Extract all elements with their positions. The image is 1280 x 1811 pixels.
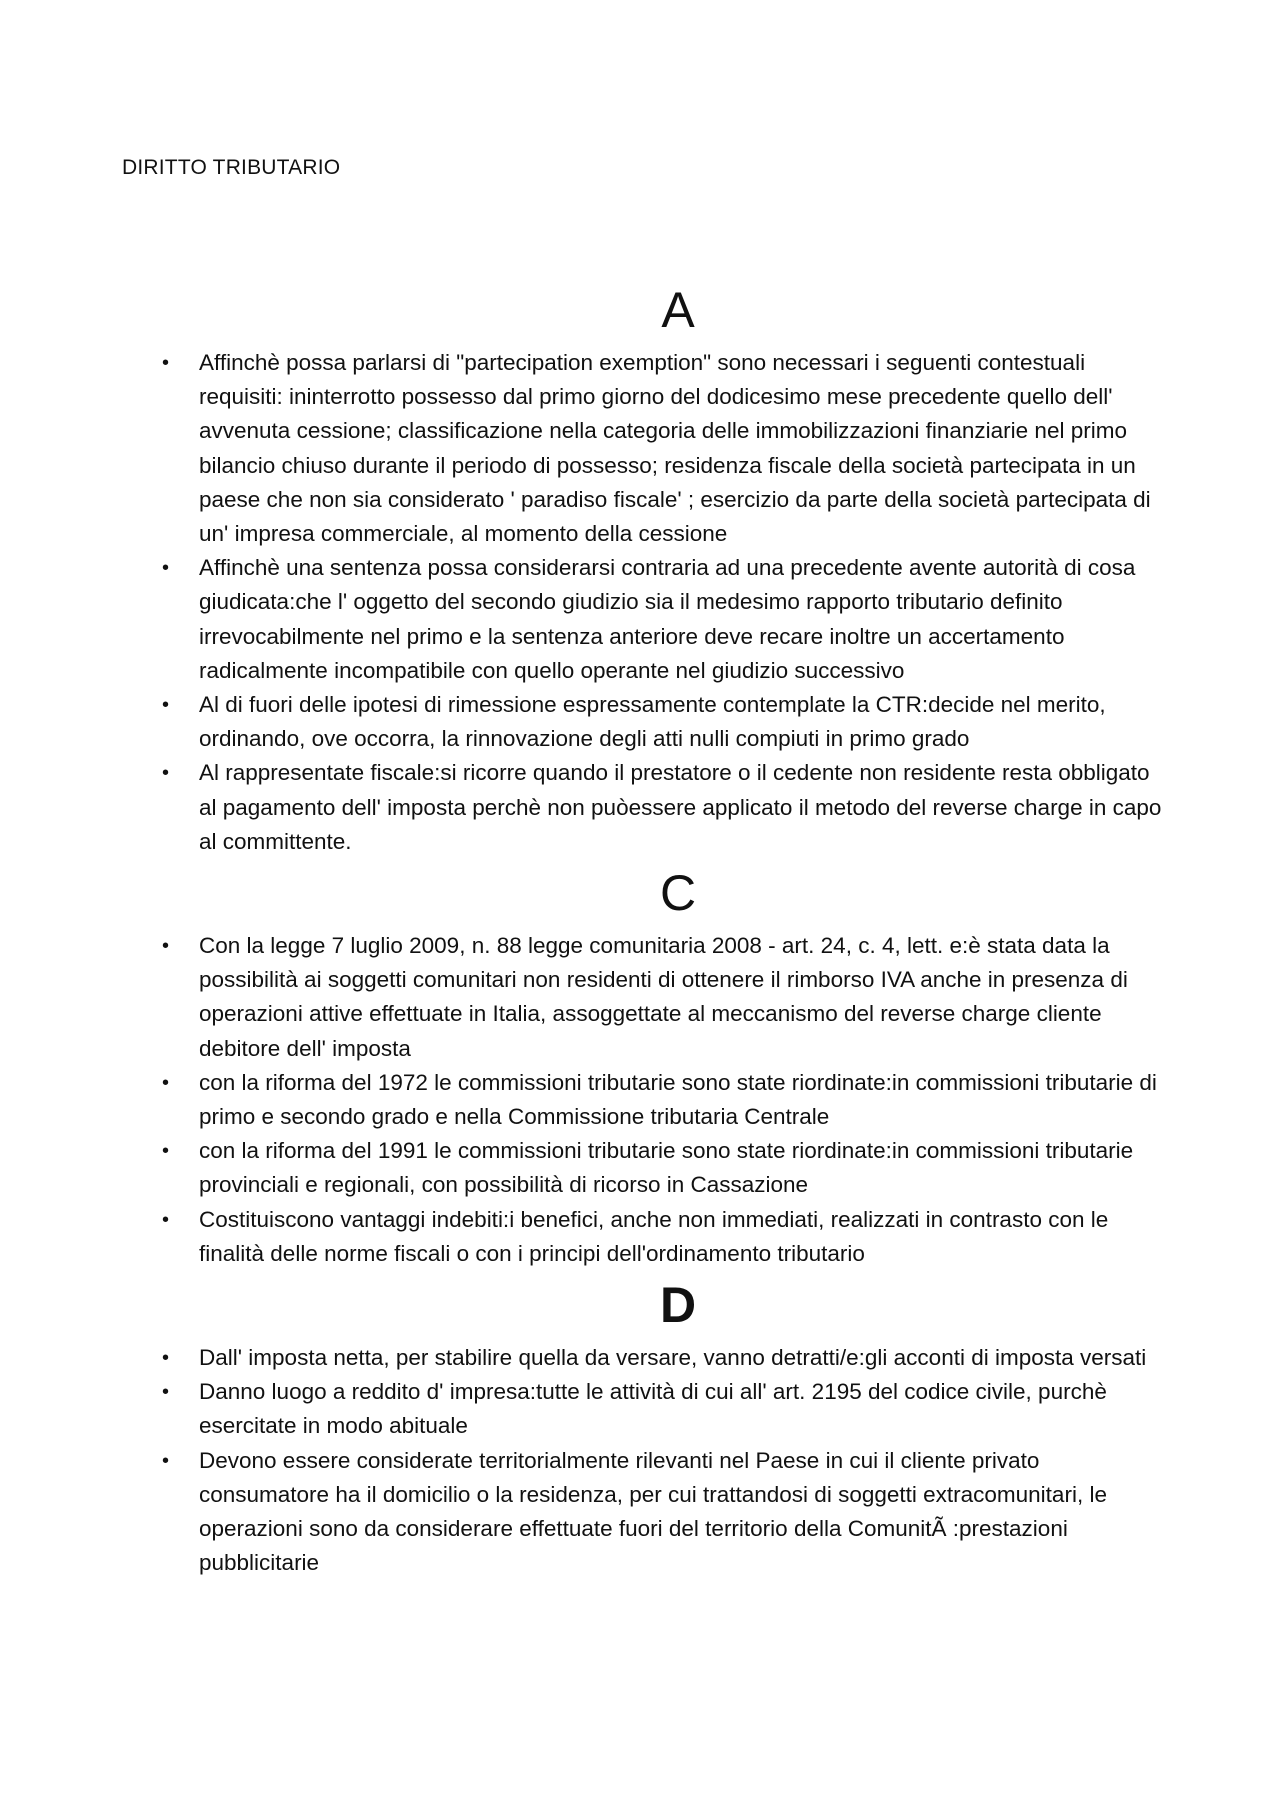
bullet-icon: • xyxy=(162,352,170,374)
bullet-icon: • xyxy=(162,1347,170,1370)
list-item xyxy=(162,1375,1169,1443)
list-item-text: Affinchè una sentenza possa considerarsi contraria ad una precedente avente autorità di cosa giudicata:che l' oggetto del secondo giudizio sia il medesimo rapporto tributario definito irrevocabilmente nel primo e la sentenza anteriore deve recare inoltre un accertamento radicalmente incompatibile con quello operante nel giudizio successivo xyxy=(199,555,1136,683)
list-item-text: Con la legge 7 luglio 2009, n. 88 legge comunitaria 2008 - art. 24, c. 4, lett. e:è stata data la possibilità ai soggetti comunitari non residenti di ottenere il rimborso IVA anche in presenza di operazioni attive effettuate in Italia, assoggettate al meccanismo del reverse charge cliente debitore dell' imposta xyxy=(199,933,1128,1061)
list-item xyxy=(162,346,1169,551)
bullet-icon: • xyxy=(162,1208,170,1231)
section-letter-heading: D xyxy=(659,1277,697,1334)
bullet-icon: • xyxy=(162,1381,170,1404)
bullet-icon: • xyxy=(162,935,170,958)
section-item-list xyxy=(0,346,1280,859)
section-letter-heading: C xyxy=(659,865,697,922)
section-item-list xyxy=(0,929,1280,1271)
list-item xyxy=(162,551,1169,688)
list-item-text: Al rappresentate fiscale:si ricorre quando il prestatore o il cedente non residente resta obbligato al pagamento dell' imposta perchè non puòessere applicato il metodo del reverse charge in capo al committente. xyxy=(199,760,1162,854)
list-item xyxy=(162,929,1169,1066)
section-d xyxy=(0,1271,1280,1580)
list-item-text: Affinchè possa parlarsi di "partecipation exemption" sono necessari i seguenti contestuali requisiti: ininterrotto possesso dal primo giorno del dodicesimo mese precedente quello dell' avvenuta cessione; classificazione nella categoria delle immobilizzazioni finanziarie nel primo bilancio chiuso durante il periodo di possesso; residenza fiscale della società partecipata in un paese che non sia considerato ' paradiso fiscale' ; esercizio da parte della società partecipata di un' impresa commerciale, al momento della cessione xyxy=(199,350,1151,547)
bullet-icon: • xyxy=(162,1071,170,1094)
list-item xyxy=(162,1341,1169,1375)
list-item-text: Dall' imposta netta, per stabilire quella da versare, vanno detratti/e:gli acconti di imposta versati xyxy=(199,1345,1147,1371)
list-item-text: Costituiscono vantaggi indebiti:i benefici, anche non immediati, realizzati in contrasto con le finalità delle norme fiscali o con i principi dell'ordinamento tributario xyxy=(199,1206,1109,1266)
document-title: DIRITTO TRIBUTARIO xyxy=(122,156,341,179)
list-item-text: Al di fuori delle ipotesi di rimessione espressamente contemplate la CTR:decide nel merito, ordinando, ove occorra, la rinnovazione degli atti nulli compiuti in primo grado xyxy=(199,692,1106,752)
bullet-icon: • xyxy=(162,1449,170,1472)
list-item-text: con la riforma del 1972 le commissioni tributarie sono state riordinate:in commissioni tributarie di primo e secondo grado e nella Commissione tributaria Centrale xyxy=(199,1069,1157,1130)
bullet-icon: • xyxy=(162,762,170,785)
bullet-icon: • xyxy=(162,557,170,580)
section-a xyxy=(0,276,1280,859)
list-item-text: Danno luogo a reddito d' impresa:tutte le attività di cui all' art. 2195 del codice civile, purchè esercitate in modo abituale xyxy=(199,1379,1107,1439)
list-item xyxy=(162,1444,1169,1581)
document-content xyxy=(0,276,1280,1581)
list-item xyxy=(162,1134,1169,1202)
list-item xyxy=(162,1066,1169,1134)
list-item xyxy=(162,688,1169,756)
list-item-text: con la riforma del 1991 le commissioni tributarie sono state riordinate:in commissioni tributarie provinciali e regionali, con possibilità di ricorso in Cassazione xyxy=(199,1138,1134,1198)
section-c xyxy=(0,859,1280,1271)
bullet-icon: • xyxy=(162,1140,170,1163)
section-item-list xyxy=(0,1341,1280,1580)
section-letter-heading: A xyxy=(661,282,695,338)
list-item-text: Devono essere considerate territorialmente rilevanti nel Paese in cui il cliente privato consumatore ha il domicilio o la residenza, per cui trattandosi di soggetti extracomunitari, le operazioni sono da considerare effettuate fuori del territorio della ComunitÃ :prestazioni pubblicitarie xyxy=(199,1447,1107,1576)
list-item xyxy=(162,1203,1169,1271)
bullet-icon: • xyxy=(162,694,170,717)
list-item xyxy=(162,756,1169,859)
